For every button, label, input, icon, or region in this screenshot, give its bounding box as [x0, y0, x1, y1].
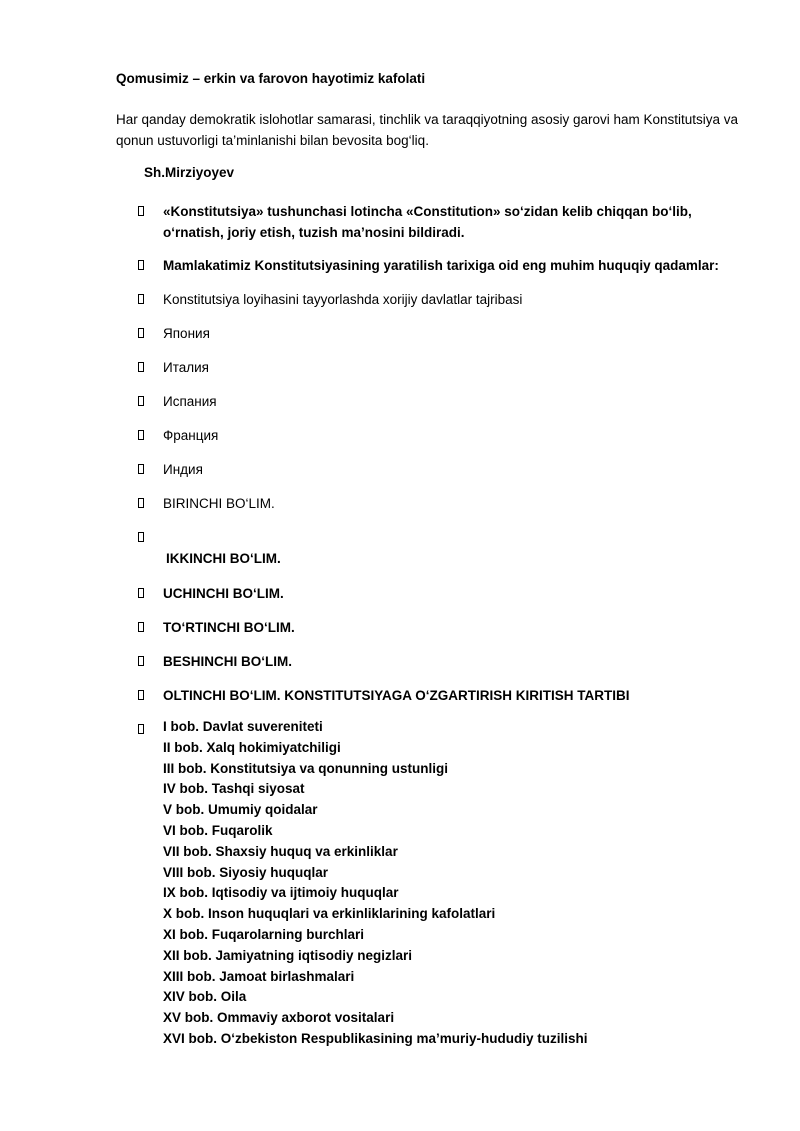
bullet-icon — [136, 531, 146, 544]
bullet-icon — [136, 463, 146, 476]
bullet-icon — [136, 621, 146, 634]
list-item-text: Италия — [163, 360, 209, 375]
bullet-icon — [136, 723, 146, 736]
list-item-text: Konstitutsiya loyihasini tayyorlashda xorijiy davlatlar tajribasi — [163, 292, 523, 307]
chapter-item: XV bob. Ommaviy axborot vositalari — [163, 1010, 395, 1026]
bullet-icon — [136, 497, 146, 510]
chapter-item: I bob. Davlat suvereniteti — [163, 719, 323, 734]
list-item-text: TO‘RTINCHI BO‘LIM. — [163, 620, 295, 635]
bullet-icon — [136, 259, 146, 272]
bullet-icon — [136, 429, 146, 442]
list-item-text: Mamlakatimiz Konstitutsiyasining yaratilish tarixiga oid eng muhim huquqiy qadamlar: — [163, 258, 719, 273]
list-item-text: BESHINCHI BO‘LIM. — [163, 654, 293, 669]
chapter-item: III bob. Konstitutsiya va qonunning ustunligi — [163, 760, 448, 776]
chapter-item: VIII bob. Siyosiy huquqlar — [163, 864, 329, 880]
chapter-item: IX bob. Iqtisodiy va ijtimoiy huquqlar — [163, 885, 399, 901]
list-item-text: Испания — [163, 394, 217, 409]
list-item-text: BIRINCHI BO‘LIM. — [163, 496, 275, 511]
bullet-icon — [136, 327, 146, 340]
chapter-item: II bob. Xalq hokimiyatchiligi — [163, 739, 341, 755]
chapter-item: IV bob. Tashqi siyosat — [163, 781, 305, 797]
chapter-item: XII bob. Jamiyatning iqtisodiy negizlari — [163, 947, 413, 963]
bullet-icon — [136, 587, 146, 600]
chapter-item: X bob. Inson huquqlari va erkinliklarining kafolatlari — [163, 906, 496, 922]
list-item-text: Япония — [163, 326, 210, 341]
list-item-text: Индия — [163, 462, 203, 477]
bullet-icon — [136, 395, 146, 408]
bullet-icon — [136, 205, 146, 218]
list-item-text: OLTINCHI BO‘LIM. KONSTITUTSIYAGA O‘ZGARTIRISH KIRITISH TARTIBI — [163, 688, 630, 703]
list-item-text: «Konstitutsiya» tushunchasi lotincha «Constitution» so‘zidan kelib chiqqan bo‘lib, o‘rnatish, joriy etish, tuzish ma’nosini bildiradi. — [163, 204, 692, 240]
chapter-item: XI bob. Fuqarolarning burchlari — [163, 926, 365, 942]
chapter-item: XIII bob. Jamoat birlashmalari — [163, 968, 355, 984]
chapter-item: VII bob. Shaxsiy huquq va erkinliklar — [163, 843, 398, 859]
bullet-icon — [136, 293, 146, 306]
author-name: Sh.Mirziyoyev — [144, 165, 235, 180]
bullet-icon — [136, 689, 146, 702]
chapter-item: XIV bob. Oila — [163, 989, 247, 1005]
document-title: Qomusimiz – erkin va farovon hayotimiz kafolati — [116, 71, 426, 86]
chapter-item: VI bob. Fuqarolik — [163, 822, 273, 838]
bullet-icon — [136, 361, 146, 374]
chapter-item: XVI bob. O‘zbekiston Respublikasining ma’muriy-hududiy tuzilishi — [163, 1030, 588, 1046]
list-item-text: Франция — [163, 428, 219, 443]
chapter-item: V bob. Umumiy qoidalar — [163, 802, 318, 818]
list-item-text: IKKINCHI BO‘LIM. — [166, 551, 281, 566]
list-item-text: UCHINCHI BO‘LIM. — [163, 586, 284, 601]
chapter-list — [163, 717, 588, 1050]
bullet-icon — [136, 655, 146, 668]
intro-paragraph: Har qanday demokratik islohotlar samarasi, tinchlik va taraqqiyotning asosiy garovi ham Konstitutsiya va qonun ustuvorligi ta’minlanishi bilan bevosita bog‘liq. — [116, 112, 739, 148]
